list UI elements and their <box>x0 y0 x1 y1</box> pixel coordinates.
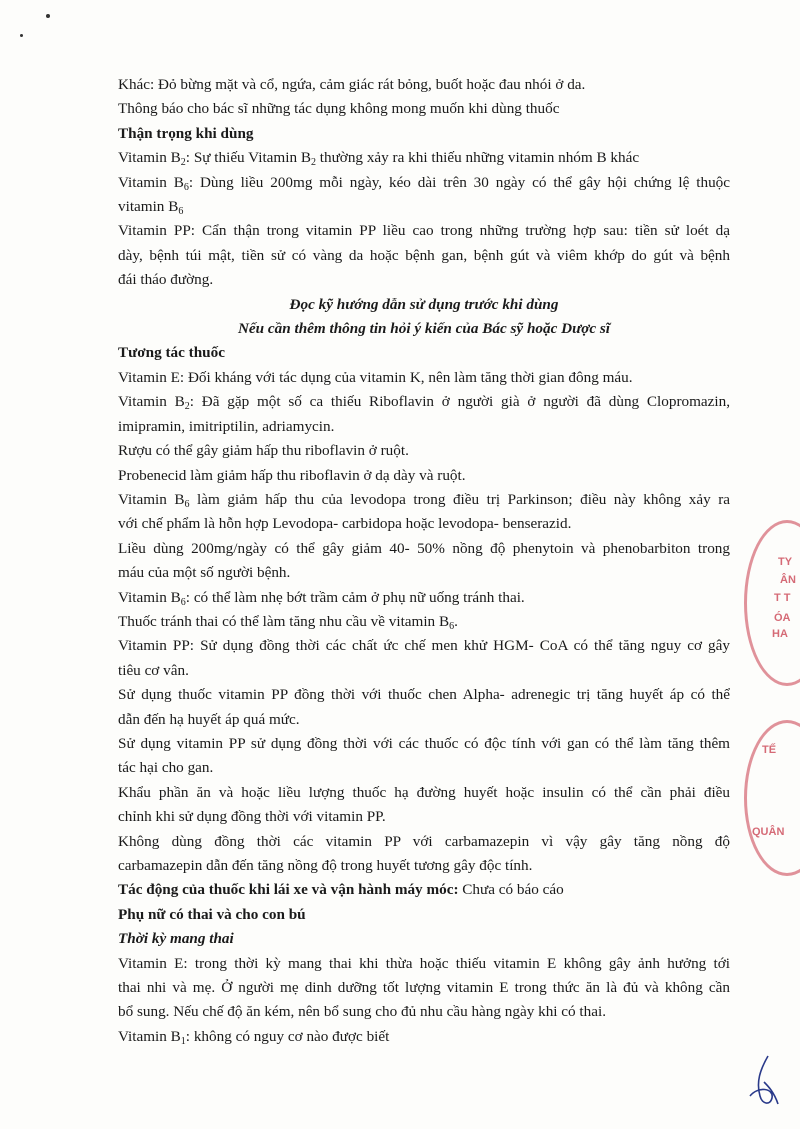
stamp-text: ÂN <box>780 574 796 586</box>
text-line: thai nhi và mẹ. Ở người mẹ dinh dưỡng tốt lượng vitamin E trong thức ăn là đủ và không cần <box>118 979 730 997</box>
speck <box>20 34 23 37</box>
text-run: Vitamin B <box>118 393 185 411</box>
text-run: : không có nguy cơ nào được biết <box>185 1027 390 1045</box>
section-heading: Phụ nữ có thai và cho con bú <box>118 905 306 923</box>
subsection-heading: Thời kỳ mang thai <box>118 930 234 948</box>
text-run: : Dùng liều 200mg mỗi ngày, kéo dài trên 30 ngày có thể gây hội chứng lệ thuộc <box>188 173 731 191</box>
text-run: . <box>454 612 458 630</box>
text-run: Vitamin B <box>118 149 181 167</box>
mixed-line <box>118 878 730 902</box>
text-run: Vitamin B <box>118 1027 181 1045</box>
stamp-text: HA <box>772 628 788 640</box>
text-run: Vitamin B <box>118 490 185 508</box>
subscript: 6 <box>183 181 189 193</box>
text-run: Thuốc tránh thai có thể làm tăng nhu cầu về vitamin B <box>118 612 450 630</box>
subscript: 6 <box>180 596 186 608</box>
text-line: Rượu có thể gây giảm hấp thu riboflavin ở ruột. <box>118 442 409 460</box>
text-line: bổ sung. Nếu chế độ ăn kém, nên bổ sung cho đủ nhu cầu hàng ngày khi có thai. <box>118 1003 607 1021</box>
text-run: Vitamin B <box>118 588 181 606</box>
subscript: 2 <box>184 401 190 413</box>
text-line-with-subscript <box>118 146 730 170</box>
stamp-text: QUÂN <box>752 826 785 838</box>
text-line: Sử dụng vitamin PP sử dụng đồng thời với các thuốc có độc tính với gan có thể làm tăng thêm <box>118 734 730 752</box>
subscript: 6 <box>178 206 184 218</box>
text-run: : Sự thiếu Vitamin B <box>185 149 311 167</box>
text-line-with-subscript <box>118 390 730 414</box>
stamp-text: TY <box>778 556 793 568</box>
stamp-text: T T <box>774 592 791 604</box>
section-heading: Thận trọng khi dùng <box>118 124 254 142</box>
section-heading: Tương tác thuốc <box>118 344 225 362</box>
subscript: 1 <box>180 1035 186 1047</box>
text-line-with-subscript <box>118 586 730 610</box>
centered-notice: Nếu cần thêm thông tin hỏi ý kiến của Bác sỹ hoặc Dược sĩ <box>237 320 611 338</box>
text-line: Probenecid làm giảm hấp thu riboflavin ở dạ dày và ruột. <box>118 466 466 484</box>
red-stamp-top <box>744 520 800 686</box>
centered-notice: Đọc kỹ hướng dẫn sử dụng trước khi dùng <box>289 295 559 313</box>
text-run: thường xảy ra khi thiếu những vitamin nhóm B khác <box>315 149 640 167</box>
text-line: Sử dụng thuốc vitamin PP đồng thời với thuốc chen Alpha- adrenegic trị tăng huyết áp có thể <box>118 686 730 704</box>
text-line: dày, bệnh túi mật, tiền sử có vàng da hoặc bệnh gan, bệnh gút và viêm khớp do gút và bệnh <box>118 246 730 264</box>
text-run: làm giảm hấp thu của levodopa trong điều trị Parkinson; điều này không xảy ra <box>189 490 730 508</box>
text-line: tác hại cho gan. <box>118 759 214 777</box>
text-line: Vitamin E: Đối kháng với tác dụng của vitamin K, nên làm tăng thời gian đông máu. <box>118 368 633 386</box>
text-line: Vitamin PP: Cẩn thận trong vitamin PP liều cao trong những trường hợp sau: tiền sử loét dạ <box>118 222 730 240</box>
text-line-with-subscript <box>118 195 730 219</box>
text-run: : có thể làm nhẹ bớt trầm cảm ở phụ nữ uống tránh thai. <box>185 588 525 606</box>
text-run: vitamin B <box>118 198 179 216</box>
text-line: dẫn đến hạ huyết áp quá mức. <box>118 710 300 728</box>
subscript: 2 <box>310 157 316 169</box>
text-run: Vitamin B <box>118 173 184 191</box>
text-line: carbamazepin dẫn đến tăng nồng độ trong huyết tương gây độc tính. <box>118 857 533 874</box>
text-line: Khẩu phần ăn và hoặc liều lượng thuốc hạ đường huyết hoặc insulin có thể cần phải điều <box>118 783 730 801</box>
text-line: đái tháo đường. <box>118 271 214 289</box>
subscript: 6 <box>449 620 455 632</box>
text-line: Không dùng đồng thời các vitamin PP với carbamazepin vì vậy gây tăng nồng độ <box>118 832 730 850</box>
text-line: Vitamin E: trong thời kỳ mang thai khi thừa hoặc thiếu vitamin E không gây ảnh hưởng tới <box>118 954 730 972</box>
speck <box>46 14 50 18</box>
text-line: chỉnh khi sử dụng đồng thời với vitamin PP. <box>118 808 386 826</box>
text-line: tiêu cơ vân. <box>118 661 189 679</box>
text-run: Chưa có báo cáo <box>458 881 564 899</box>
signature-mark <box>738 1052 786 1112</box>
text-line: Liều dùng 200mg/ngày có thể gây giảm 40- 50% nồng độ phenytoin và phenobarbiton trong <box>118 539 730 557</box>
text-line-with-subscript <box>118 1025 730 1049</box>
text-line: với chế phẩm là hỗn hợp Levodopa- carbidopa hoặc levodopa- benserazid. <box>118 515 572 533</box>
text-line: imipramin, imitriptilin, adriamycin. <box>118 417 335 435</box>
text-line-with-subscript <box>118 488 730 512</box>
subscript: 2 <box>180 157 186 169</box>
text-run: : Đã gặp một số ca thiếu Riboflavin ở người già ở người đã dùng Clopromazin, <box>189 393 731 411</box>
text-line: Thông báo cho bác sĩ những tác dụng không mong muốn khi dùng thuốc <box>118 100 560 118</box>
text-line: Khác: Đỏ bừng mặt và cổ, ngứa, cảm giác rát bỏng, buốt hoặc đau nhói ở da. <box>118 76 586 93</box>
stamp-text: TẾ <box>762 744 777 756</box>
subscript: 6 <box>184 498 190 510</box>
stamp-text: ÓA <box>774 612 791 624</box>
text-line-with-subscript <box>118 171 730 195</box>
document-body <box>118 73 730 1049</box>
text-line: máu của một số người bệnh. <box>118 564 291 582</box>
text-line: Vitamin PP: Sử dụng đồng thời các chất ức chế men khử HGM- CoA có thể tăng nguy cơ gây <box>118 637 730 655</box>
text-line-with-subscript <box>118 610 730 634</box>
text-run: Tác động của thuốc khi lái xe và vận hành máy móc: <box>118 881 459 899</box>
